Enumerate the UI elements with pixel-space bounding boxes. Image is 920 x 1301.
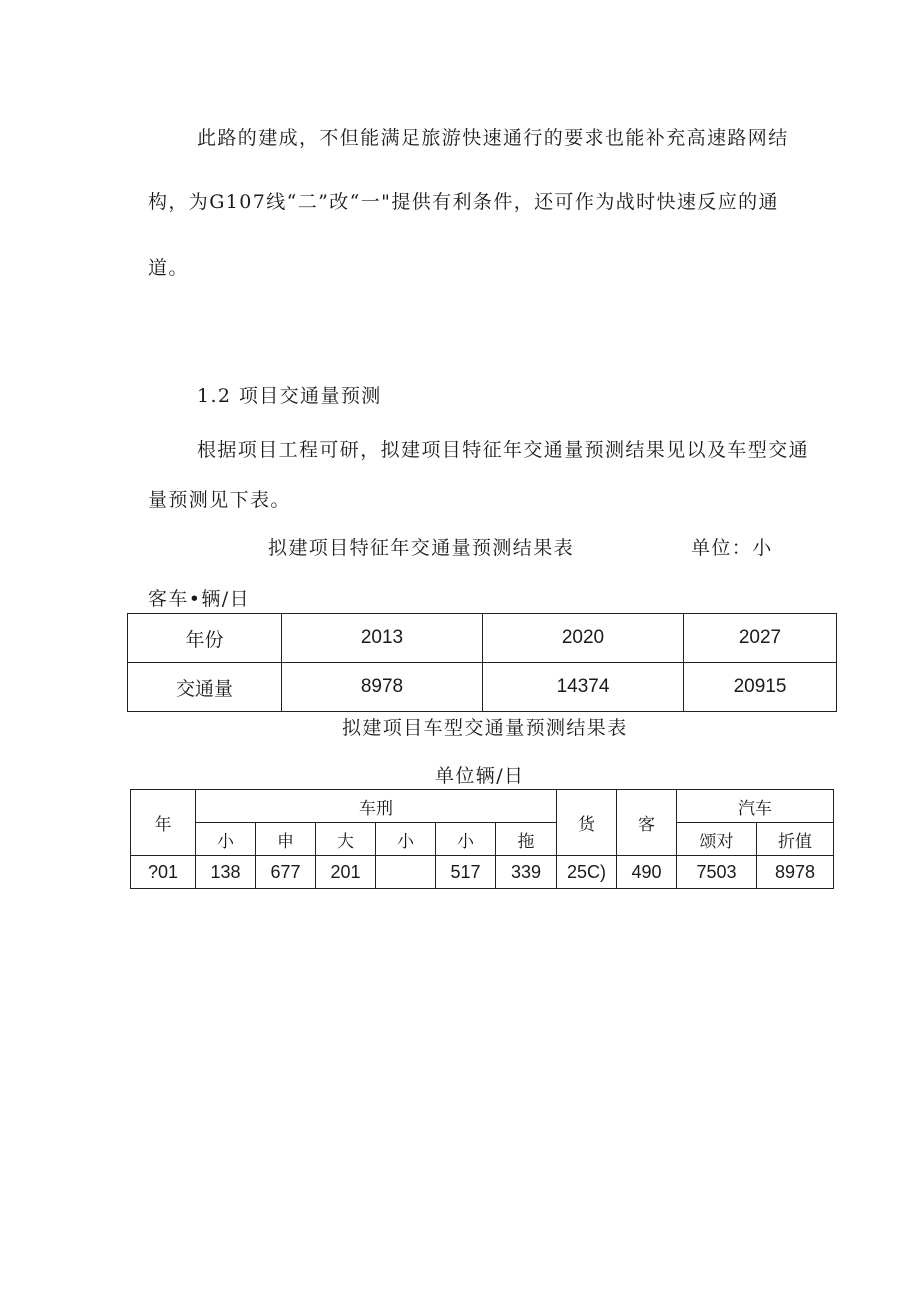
table-cell: 申 (256, 823, 316, 856)
table-cell: 小 (196, 823, 256, 856)
table-row (131, 856, 834, 889)
paragraph-line: 根据项目工程可研，拟建项目特征年交通量预测结果见以及车型交通 (197, 439, 810, 461)
table2-caption: 拟建项目车型交通量预测结果表 (342, 717, 628, 739)
table-group-header: 汽车 (677, 790, 834, 823)
table-cell: 490 (617, 856, 677, 889)
table-row (128, 663, 837, 712)
paragraph-line: 量预测见下表。 (148, 489, 291, 511)
table1-unit: 单位：小 (691, 537, 773, 559)
table-cell: 交通量 (128, 663, 282, 712)
paragraph-line: 道。 (148, 257, 189, 279)
table-cell: 大 (316, 823, 376, 856)
table-cell: 20915 (684, 663, 837, 712)
table-cell: 517 (436, 856, 496, 889)
table-cell: 年份 (128, 614, 282, 663)
table-cell: 677 (256, 856, 316, 889)
table-cell: ?01 (131, 856, 196, 889)
table-cell: 14374 (483, 663, 684, 712)
table-cell: 年 (131, 790, 196, 856)
table-cell: 颂对 (677, 823, 757, 856)
table-cell: 339 (496, 856, 557, 889)
table-cell: 客 (617, 790, 677, 856)
table-cell: 7503 (677, 856, 757, 889)
table-subheader-row (131, 823, 834, 856)
section-heading: 1.2 项目交通量预测 (197, 385, 382, 407)
table-cell: 小 (436, 823, 496, 856)
table-cell: 25C) (557, 856, 617, 889)
paragraph-line: 构，为G107线“二”改“一"提供有利条件，还可作为战时快速反应的通 (148, 191, 779, 213)
table-cell: 201 (316, 856, 376, 889)
table-cell: 拖 (496, 823, 557, 856)
table-cell: 2020 (483, 614, 684, 663)
table-cell (376, 856, 436, 889)
table-header-row (128, 614, 837, 663)
table-cell: 2013 (282, 614, 483, 663)
vehicle-type-table (130, 789, 834, 889)
table1-unit-cont: 客车•辆/日 (148, 588, 251, 610)
table-cell: 小 (376, 823, 436, 856)
table1-caption: 拟建项目特征年交通量预测结果表 (268, 537, 575, 559)
table-cell: 8978 (757, 856, 834, 889)
table-cell: 2027 (684, 614, 837, 663)
table-cell: 折值 (757, 823, 834, 856)
table-header-row (131, 790, 834, 823)
table-cell: 货 (557, 790, 617, 856)
table-group-header: 车刑 (196, 790, 557, 823)
traffic-forecast-table (127, 613, 837, 712)
table2-unit: 单位辆/日 (435, 765, 525, 787)
table-cell: 8978 (282, 663, 483, 712)
paragraph-line: 此路的建成，不但能满足旅游快速通行的要求也能补充高速路网结 (197, 127, 789, 149)
table-cell: 138 (196, 856, 256, 889)
